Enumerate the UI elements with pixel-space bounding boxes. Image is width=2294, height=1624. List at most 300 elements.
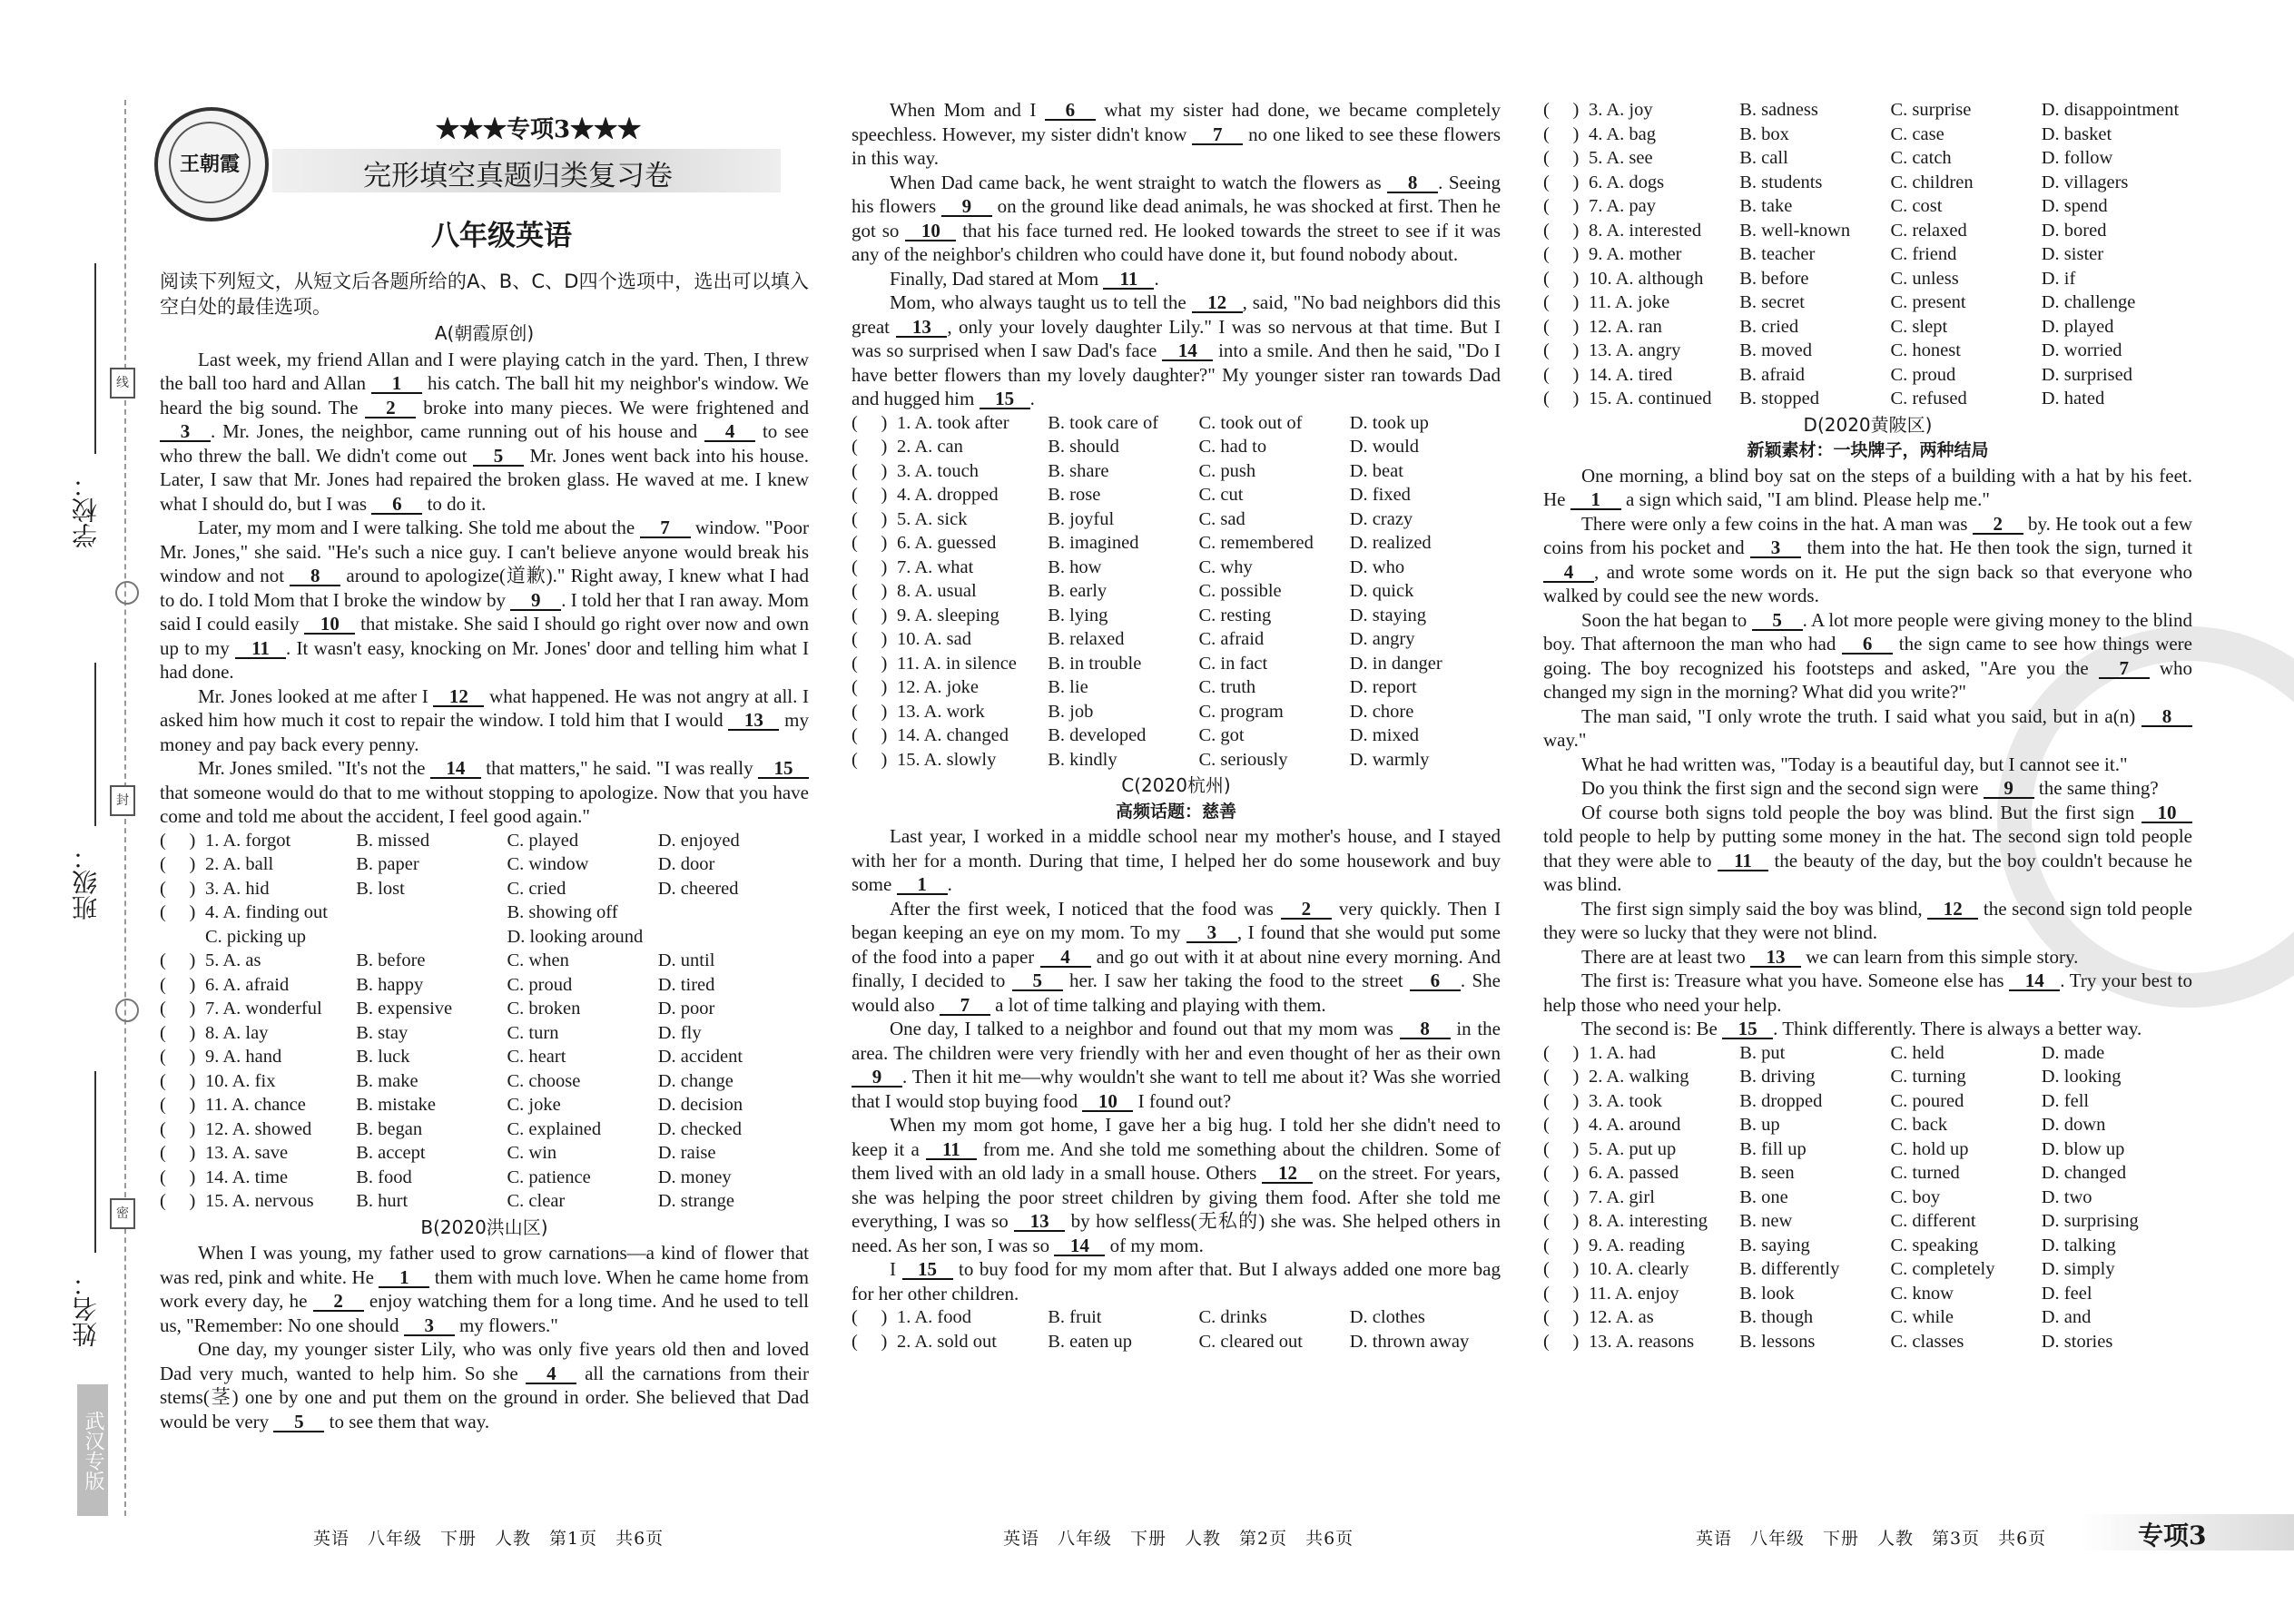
answer-blank: 6 xyxy=(1842,635,1893,655)
option: B. moved xyxy=(1739,340,1812,360)
answer-blank: 12 xyxy=(433,687,484,707)
option: B. began xyxy=(356,1118,423,1139)
answer-blank: 2 xyxy=(1281,900,1332,920)
answer-bracket[interactable]: ( ) xyxy=(160,854,196,874)
paragraph-text: There were only a few coins in the hat. A man was xyxy=(1581,512,1973,535)
answer-bracket[interactable]: ( ) xyxy=(1543,1090,1580,1111)
option: 9. A. hand xyxy=(205,1047,282,1067)
column-1 xyxy=(160,269,809,1433)
paragraph-text: When Mom and I xyxy=(890,99,1045,121)
paragraph-text: When Dad came back, he went straight to watch the flowers as xyxy=(890,171,1388,193)
paragraph-text: to do it. xyxy=(422,492,487,515)
paragraph-text: Soon the hat began to xyxy=(1581,608,1752,631)
answer-bracket[interactable]: ( ) xyxy=(1543,172,1580,192)
paragraph xyxy=(1543,512,2192,608)
option: C. program xyxy=(1198,701,1284,722)
answer-blank: 15 xyxy=(1722,1019,1773,1039)
school-underline xyxy=(94,263,96,454)
option: 9. A. mother xyxy=(1589,244,1682,264)
option: C. turned xyxy=(1890,1163,1960,1183)
paragraph xyxy=(852,824,1501,897)
option: 8. A. usual xyxy=(897,581,977,601)
option: C. honest xyxy=(1890,340,1961,360)
answer-bracket[interactable]: ( ) xyxy=(160,1166,196,1187)
option: D. sister xyxy=(2041,244,2104,264)
paragraph-text: in the area. The children were very friendly with her and even thought of her as their own xyxy=(852,1018,1501,1064)
option: C. broken xyxy=(507,999,581,1019)
paragraph-text: Of course both signs told people the boy was blind. But the first sign xyxy=(1581,801,2141,823)
option: B. afraid xyxy=(1739,364,1805,385)
answer-blank: 9 xyxy=(852,1068,902,1088)
answer-bracket[interactable]: ( ) xyxy=(160,1191,196,1211)
answer-bracket[interactable]: ( ) xyxy=(852,701,888,722)
answer-bracket[interactable]: ( ) xyxy=(160,1118,196,1139)
paragraph-text: them into the hat. He then took the sign, turned it xyxy=(1801,536,2192,558)
answer-bracket[interactable]: ( ) xyxy=(852,508,888,529)
option: C. boy xyxy=(1890,1186,1941,1207)
answer-blank: 7 xyxy=(1192,125,1243,145)
option: B. lie xyxy=(1048,677,1088,697)
passage-c-text xyxy=(852,824,1501,1305)
answer-blank: 8 xyxy=(2141,707,2192,727)
option: D. angry xyxy=(1349,629,1415,649)
answer-blank: 13 xyxy=(728,711,779,731)
option: D. staying xyxy=(1349,605,1427,625)
paragraph-text: The first is: Treasure what you have. Someone else has xyxy=(1581,969,2010,991)
option: 8. A. interested xyxy=(1589,220,1702,241)
option: C. choose xyxy=(507,1070,581,1091)
option: B. hurt xyxy=(356,1191,409,1211)
option: C. got xyxy=(1198,725,1245,745)
paragraph-text: One day, my younger sister Lily, who was only five years old then and loved Dad very much, wanted to help him. So she xyxy=(160,1338,809,1384)
option: 9. A. reading xyxy=(1589,1235,1685,1255)
option: 9. A. sleeping xyxy=(897,605,999,625)
option: B. expensive xyxy=(356,999,453,1019)
passage-b-text-part2 xyxy=(852,98,1501,411)
paragraph xyxy=(852,98,1501,171)
paragraph xyxy=(1543,1017,2192,1041)
paragraph-text: my flowers." xyxy=(454,1314,558,1336)
option: B. up xyxy=(1739,1115,1780,1135)
option: 2. A. walking xyxy=(1589,1067,1689,1087)
passage-d-text xyxy=(1543,464,2192,1041)
passage-c-heading: C(2020杭州) xyxy=(1121,774,1231,796)
answer-blank: 6 xyxy=(1045,101,1096,121)
answer-bracket[interactable]: ( ) xyxy=(160,974,196,995)
passage-d-topic: 新颖素材：一块牌子，两种结局 xyxy=(1747,440,1989,460)
paragraph-text: . A lot more people were giving money to the blind boy. That afternoon the man who had xyxy=(1543,608,2192,655)
paragraph-text: that someone would do that to me without stopping to apologize. Now that you have come and told me about the accident, I feel good again." xyxy=(160,781,809,827)
option: 12. A. as xyxy=(1589,1307,1654,1327)
class-label: 班级： xyxy=(71,844,101,920)
paragraph xyxy=(1543,704,2192,753)
option: D. mixed xyxy=(1349,725,1420,745)
paragraph xyxy=(852,1257,1501,1305)
binding-mark-feng: 封 xyxy=(110,785,135,816)
answer-bracket[interactable]: ( ) xyxy=(852,437,888,457)
paragraph-text: . It wasn't easy, knocking on Mr. Jones' door and telling him what I had done. xyxy=(160,636,810,683)
option: 6. A. passed xyxy=(1589,1163,1679,1183)
answer-bracket[interactable]: ( ) xyxy=(1543,292,1580,312)
option: D. checked xyxy=(657,1118,742,1139)
answer-bracket[interactable]: ( ) xyxy=(1543,340,1580,360)
option: C. present xyxy=(1890,292,1966,312)
option: B. job xyxy=(1048,701,1094,722)
answer-blank: 3 xyxy=(404,1316,455,1336)
option: C. hold up xyxy=(1890,1138,1969,1159)
option: D. challenge xyxy=(2041,292,2136,312)
passage-d-heading: D(2020黄陂区) xyxy=(1803,413,1933,436)
answer-blank: 1 xyxy=(897,875,948,895)
option: C. back xyxy=(1890,1115,1948,1135)
answer-bracket[interactable]: ( ) xyxy=(1543,148,1580,168)
paragraph-text: . Seeing his flowers xyxy=(852,171,1501,217)
option: B. before xyxy=(356,950,426,970)
option: 3. A. touch xyxy=(897,460,979,481)
option-spacer xyxy=(160,925,205,950)
option: B. missed xyxy=(356,830,430,851)
answer-bracket[interactable]: ( ) xyxy=(160,1143,196,1163)
option: B. students xyxy=(1739,172,1823,192)
binding-mark-mi: 密 xyxy=(110,1198,135,1229)
answer-bracket[interactable]: ( ) xyxy=(160,1070,196,1091)
paragraph-text: . Mr. Jones, the neighbor, came running out of his house and xyxy=(211,420,705,442)
option: D. chore xyxy=(1349,701,1414,722)
option: 5. A. sick xyxy=(897,508,968,529)
option: D. door xyxy=(657,854,715,874)
answer-blank: 1 xyxy=(1570,490,1621,510)
paragraph-text: The first sign simply said the boy was blind, xyxy=(1581,897,1928,920)
answer-blank: 8 xyxy=(290,566,340,586)
option: 10. A. although xyxy=(1589,268,1704,289)
column-3 xyxy=(1543,98,2192,1353)
option: B. showing off xyxy=(507,902,618,922)
paragraph-text: that matters," he said. "I was really xyxy=(480,757,758,779)
footer-page-1: 英语 八年级 下册 人教 第1页 共6页 xyxy=(313,1529,665,1549)
option: 12. A. joke xyxy=(897,677,979,697)
paragraph xyxy=(1543,945,2192,969)
option: B. kindly xyxy=(1048,749,1117,770)
paragraph xyxy=(852,290,1501,411)
paragraph xyxy=(1543,969,2192,1017)
option: D. raise xyxy=(657,1143,716,1163)
paragraph xyxy=(852,1113,1501,1257)
option: B. how xyxy=(1048,556,1102,577)
option: C. possible xyxy=(1198,581,1282,601)
option: B. well-known xyxy=(1739,220,1851,241)
option: C. turning xyxy=(1890,1067,1966,1087)
answer-bracket[interactable]: ( ) xyxy=(852,629,888,649)
option: 11. A. enjoy xyxy=(1589,1283,1679,1304)
answer-bracket[interactable]: ( ) xyxy=(852,605,888,625)
paragraph xyxy=(160,348,809,517)
answer-bracket[interactable]: ( ) xyxy=(1543,1211,1580,1231)
paragraph-text: Mom, who always taught us to tell the xyxy=(890,291,1192,313)
option: C. refused xyxy=(1890,389,1967,408)
answer-blank: 15 xyxy=(758,759,809,779)
option: 1. A. had xyxy=(1589,1042,1657,1063)
option: 8. A. lay xyxy=(205,1022,269,1043)
option: C. different xyxy=(1890,1211,1976,1231)
option: D. basket xyxy=(2041,123,2112,144)
answer-blank: 14 xyxy=(2009,971,2060,991)
option: C. cut xyxy=(1198,485,1244,505)
answer-bracket[interactable]: ( ) xyxy=(852,653,888,674)
option: C. cried xyxy=(507,878,566,899)
answer-bracket[interactable]: ( ) xyxy=(852,677,888,697)
paragraph xyxy=(852,267,1501,291)
answer-bracket[interactable]: ( ) xyxy=(160,1095,196,1115)
option: C. push xyxy=(1198,460,1256,481)
answer-bracket[interactable]: ( ) xyxy=(1543,196,1580,216)
answer-blank: 6 xyxy=(371,495,422,515)
answer-bracket[interactable]: ( ) xyxy=(1543,1067,1580,1087)
binding-hole-2 xyxy=(115,999,139,1022)
option: C. seriously xyxy=(1198,749,1288,770)
answer-bracket[interactable]: ( ) xyxy=(1543,1163,1580,1183)
passage-a-options xyxy=(160,829,809,1214)
answer-blank: 10 xyxy=(2141,803,2192,823)
option: D. made xyxy=(2041,1042,2105,1063)
paragraph xyxy=(1543,753,2192,777)
option: 3. A. joy xyxy=(1589,100,1653,120)
paragraph-text: . Think differently. There is always a better way. xyxy=(1773,1018,2142,1039)
option: B. lessons xyxy=(1739,1331,1816,1352)
paragraph-text: the sign came to see how things were going. The boy recognized his footsteps and asked, "Are you the xyxy=(1543,633,2193,679)
answer-blank: 2 xyxy=(1973,515,2023,535)
paragraph-text: told people to help by putting some money in the hat. The second sign told people that they were able to xyxy=(1543,825,2192,871)
paragraph-text: by how selfless(无私的) she was. She helped others in need. As her son, I was so xyxy=(852,1210,1501,1256)
option: C. window xyxy=(507,854,589,874)
answer-bracket[interactable]: ( ) xyxy=(1543,1186,1580,1207)
answer-bracket[interactable]: ( ) xyxy=(1543,1138,1580,1159)
paragraph-text: them with much love. When he came home from work every day, he xyxy=(160,1265,809,1312)
option: 3. A. took xyxy=(1589,1090,1662,1111)
paragraph-text: Finally, Dad stared at Mom xyxy=(890,267,1104,290)
option: 6. A. afraid xyxy=(205,974,290,995)
paragraph-text: Later, my mom and I were talking. She told me about the xyxy=(198,517,640,538)
answer-bracket[interactable]: ( ) xyxy=(852,460,888,481)
answer-blank: 9 xyxy=(1984,779,2034,799)
option: B. secret xyxy=(1739,292,1805,312)
option: 7. A. wonderful xyxy=(205,999,322,1019)
option: 6. A. guessed xyxy=(897,533,997,553)
passage-b-text-part1 xyxy=(160,1241,809,1433)
option: D. played xyxy=(2041,316,2114,337)
answer-bracket[interactable]: ( ) xyxy=(852,556,888,577)
paragraph-text: my money and pay back every penny. xyxy=(160,709,809,755)
option: C. resting xyxy=(1198,605,1272,625)
answer-blank: 7 xyxy=(940,996,990,1016)
paragraph xyxy=(160,1241,809,1337)
answer-bracket[interactable]: ( ) xyxy=(160,902,196,922)
option: B. mistake xyxy=(356,1095,436,1115)
option: D. fell xyxy=(2041,1090,2090,1111)
option: C. completely xyxy=(1890,1259,1995,1279)
answer-bracket[interactable]: ( ) xyxy=(852,1331,888,1352)
option: D. feel xyxy=(2041,1283,2092,1304)
paragraph-text: The man said, "I only wrote the truth. I said what you said, but in a(n) xyxy=(1581,704,2141,727)
option: D. strange xyxy=(657,1191,735,1211)
section-tag: 专项3 xyxy=(2138,1521,2207,1550)
option: C. held xyxy=(1890,1042,1944,1063)
passage-b-heading: B(2020洪山区) xyxy=(420,1216,548,1238)
answer-bracket[interactable]: ( ) xyxy=(160,830,196,851)
option: B. stay xyxy=(356,1022,409,1043)
answer-bracket[interactable]: ( ) xyxy=(1543,1283,1580,1304)
option: 14. A. time xyxy=(205,1166,289,1187)
passage-c-options-part1 xyxy=(852,1305,1501,1353)
answer-bracket[interactable]: ( ) xyxy=(160,1022,196,1043)
answer-bracket[interactable]: ( ) xyxy=(1543,1042,1580,1063)
answer-blank: 11 xyxy=(926,1140,977,1160)
answer-blank: 1 xyxy=(379,1268,429,1288)
option: 11. A. chance xyxy=(205,1095,306,1115)
paragraph-text: I xyxy=(890,1258,902,1280)
answer-bracket[interactable]: ( ) xyxy=(1543,220,1580,241)
paragraph-text: enjoy watching them for a long time. And he used to tell us, "Remember: No one should xyxy=(160,1290,809,1336)
option: 14. A. tired xyxy=(1589,364,1673,385)
option: D. spend xyxy=(2041,196,2108,216)
option: C. played xyxy=(507,830,579,851)
option: B. differently xyxy=(1739,1259,1840,1279)
option: 4. A. finding out xyxy=(205,902,328,922)
paragraph-text: to buy food for my mom after that. But I always added one more bag for her other children. xyxy=(852,1258,1501,1304)
answer-bracket[interactable]: ( ) xyxy=(1543,1235,1580,1255)
option: C. proud xyxy=(507,974,573,995)
answer-bracket[interactable]: ( ) xyxy=(852,485,888,505)
answer-bracket[interactable]: ( ) xyxy=(1543,316,1580,337)
paragraph-text: we can learn from this simple story. xyxy=(1801,945,2079,968)
answer-bracket[interactable]: ( ) xyxy=(1543,1331,1580,1352)
paragraph-text: by. He took out a few coins from his pocket and xyxy=(1543,512,2192,558)
paragraph-text: of my mom. xyxy=(1105,1234,1204,1256)
paragraph-text: that his face turned red. He looked towards the street to see if it was any of the neighbor's children who could have done it, but found nobody about. xyxy=(852,219,1501,265)
option: D. down xyxy=(2041,1115,2106,1135)
option: D. two xyxy=(2041,1186,2092,1207)
passage-a-text xyxy=(160,348,809,829)
paragraph-text: broke into many pieces. We were frightened and xyxy=(416,396,809,418)
paragraph-text: Mr. Jones went back into his house. Later, I saw that Mr. Jones had repaired the broken glass. He waved at me. I knew what I should do, but I was xyxy=(160,444,809,515)
option: 2. A. ball xyxy=(205,854,274,874)
answer-bracket[interactable]: ( ) xyxy=(852,581,888,601)
option: C. speaking xyxy=(1890,1235,1979,1255)
answer-bracket[interactable]: ( ) xyxy=(1543,268,1580,289)
answer-blank: 13 xyxy=(1014,1212,1065,1232)
option: D. until xyxy=(657,950,715,970)
paragraph-text: I found out? xyxy=(1133,1089,1232,1112)
paragraph-text: and go out with it at about nine every morning. And finally, I decided to xyxy=(852,945,1501,991)
answer-bracket[interactable]: ( ) xyxy=(852,749,888,770)
answer-bracket[interactable]: ( ) xyxy=(852,533,888,553)
option: 5. A. see xyxy=(1589,148,1653,168)
option: B. make xyxy=(356,1070,418,1091)
option: D. tired xyxy=(657,974,715,995)
option: B. new xyxy=(1739,1211,1793,1231)
answer-bracket[interactable]: ( ) xyxy=(160,950,196,970)
paragraph-text: , only your lovely daughter Lily." I was so nervous at that time. But I was so surprised when I saw Dad's face xyxy=(852,315,1501,361)
answer-bracket[interactable]: ( ) xyxy=(852,725,888,745)
answer-bracket[interactable]: ( ) xyxy=(852,412,888,433)
option: B. in trouble xyxy=(1048,653,1142,674)
option: D. and xyxy=(2041,1307,2092,1327)
answer-bracket[interactable]: ( ) xyxy=(1543,1115,1580,1135)
answer-blank: 13 xyxy=(896,318,947,338)
answer-blank: 15 xyxy=(902,1260,953,1280)
class-underline xyxy=(94,663,96,826)
option: C. truth xyxy=(1198,677,1256,697)
paragraph-text: window. "Poor Mr. Jones," she said. "He's such a nice guy. I can't believe anyone would break his window and not xyxy=(160,517,809,586)
school-label: 学校： xyxy=(71,472,101,548)
logo-text: 王朝霞 xyxy=(169,122,251,203)
answer-bracket[interactable]: ( ) xyxy=(852,1307,888,1327)
answer-bracket[interactable]: ( ) xyxy=(1543,389,1580,408)
option: C. drinks xyxy=(1198,1307,1267,1327)
answer-blank: 5 xyxy=(1012,971,1063,991)
option: B. eaten up xyxy=(1048,1331,1133,1352)
paragraph-text: Last week, my friend Allan and I were playing catch in the yard. Then, I threw the ball too hard and Allan xyxy=(160,348,809,394)
paragraph-text: no one liked to see these flowers in this way. xyxy=(852,123,1501,169)
answer-bracket[interactable]: ( ) xyxy=(160,1047,196,1067)
option: 11. A. in silence xyxy=(897,653,1017,674)
option: D. disappointment xyxy=(2041,100,2180,120)
answer-bracket[interactable]: ( ) xyxy=(160,999,196,1019)
option: 4. A. around xyxy=(1589,1115,1681,1135)
paragraph xyxy=(1543,464,2192,512)
option: C. children xyxy=(1890,172,1974,192)
option: B. before xyxy=(1739,268,1809,289)
option: C. explained xyxy=(507,1118,602,1139)
paragraph xyxy=(852,897,1501,1018)
option: B. took care of xyxy=(1048,412,1159,433)
answer-blank: 14 xyxy=(1054,1236,1105,1256)
answer-bracket[interactable]: ( ) xyxy=(160,878,196,899)
answer-bracket[interactable]: ( ) xyxy=(1543,100,1580,120)
answer-bracket[interactable]: ( ) xyxy=(1543,123,1580,144)
answer-blank: 4 xyxy=(1040,948,1091,968)
option: D. hated xyxy=(2041,389,2105,408)
paragraph xyxy=(1543,801,2192,897)
answer-blank: 12 xyxy=(1927,900,1978,920)
option: 10. A. sad xyxy=(897,629,971,649)
footer-page-2: 英语 八年级 下册 人教 第2页 共6页 xyxy=(1003,1529,1354,1549)
paragraph xyxy=(160,1337,809,1433)
instructions: 阅读下列短文，从短文后各题所给的A、B、C、D四个选项中，选出可以填入空白处的最佳选项。 xyxy=(160,271,809,318)
answer-bracket[interactable]: ( ) xyxy=(1543,364,1580,385)
option: 13. A. angry xyxy=(1589,340,1681,360)
option: D. villagers xyxy=(2041,172,2129,192)
option: 13. A. work xyxy=(897,701,985,722)
paragraph-text: a lot of time talking and playing with them. xyxy=(989,993,1326,1016)
option: D. in danger xyxy=(1349,653,1442,674)
option: C. sad xyxy=(1198,508,1245,529)
answer-blank: 3 xyxy=(1750,538,1801,558)
option: 1. A. forgot xyxy=(205,830,291,851)
answer-bracket[interactable]: ( ) xyxy=(1543,1259,1580,1279)
answer-bracket[interactable]: ( ) xyxy=(1543,1307,1580,1327)
option: B. box xyxy=(1739,123,1789,144)
answer-blank: 2 xyxy=(313,1292,364,1312)
option: D. accident xyxy=(657,1047,743,1067)
paragraph-text: a sign which said, "I am blind. Please help me." xyxy=(1620,488,1990,510)
option: B. teacher xyxy=(1739,244,1816,264)
answer-bracket[interactable]: ( ) xyxy=(1543,244,1580,264)
answer-blank: 9 xyxy=(941,197,992,217)
paragraph-text: on the street. For years, she was helping the poor street children by giving them food. After she told me everything, I was so xyxy=(852,1162,1501,1232)
option: D. looking xyxy=(2041,1067,2122,1087)
option: B. rose xyxy=(1048,485,1101,505)
option: 2. A. can xyxy=(897,437,963,457)
